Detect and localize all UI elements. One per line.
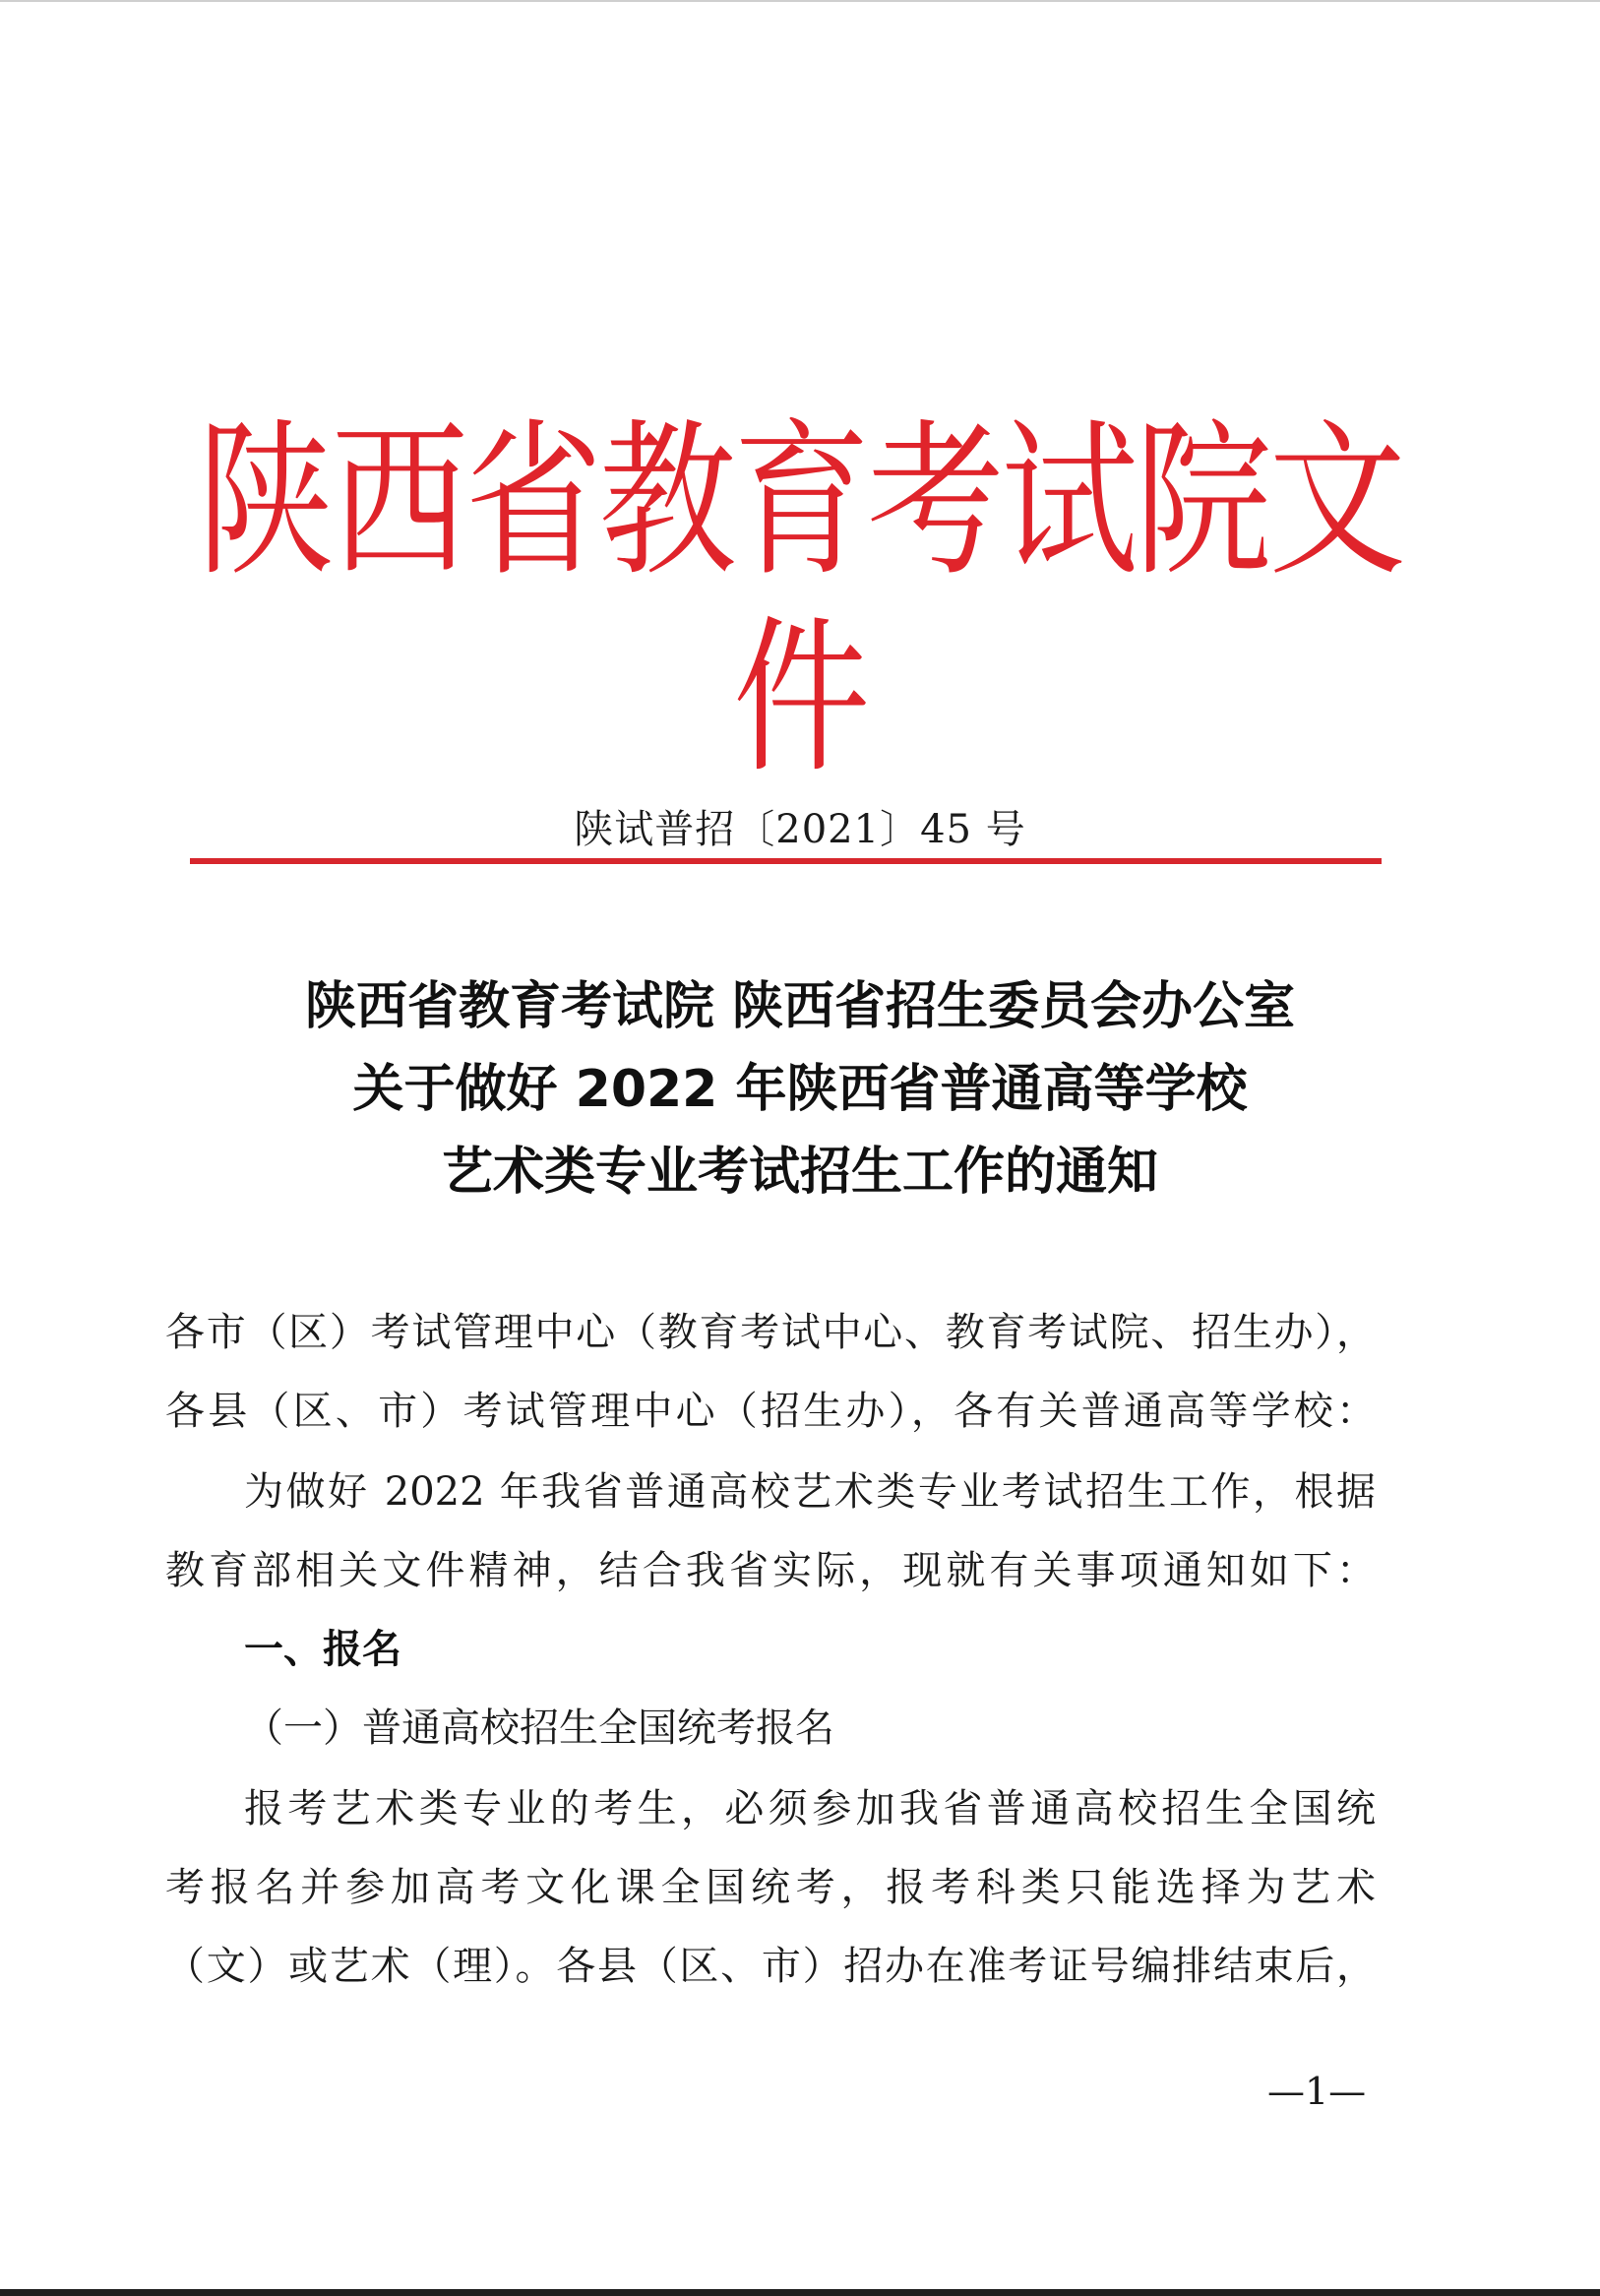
document-number: 陕试普招〔2021〕45 号 (574, 807, 1026, 852)
intro-line-2: 教育部相关文件精神，结合我省实际，现就有关事项通知如下： (165, 1548, 1376, 1593)
notice-title-line-2: 关于做好 2022 年陕西省普通高等学校 (352, 1060, 1248, 1119)
paragraph-line-1: 报考艺术类专业的考生，必须参加我省普通高校招生全国统 (244, 1786, 1376, 1831)
masthead-title: 陕西省教育考试院文件 (197, 404, 1403, 796)
recipients-line-1: 各市（区）考试管理中心（教育考试中心、教育考试院、招生办）， (165, 1310, 1376, 1355)
intro-line-1: 为做好 2022 年我省普通高校艺术类专业考试招生工作，根据 (244, 1469, 1376, 1515)
red-divider-rule (190, 858, 1382, 864)
notice-title-line-3: 艺术类专业考试招生工作的通知 (441, 1143, 1158, 1202)
scan-top-edge (0, 0, 1600, 2)
paragraph-line-3: （文）或艺术（理）。各县（区、市）招办在准考证号编排结束后， (165, 1944, 1376, 1989)
scan-bottom-edge (0, 2289, 1600, 2296)
subsection-heading-national-exam-registration: （一）普通高校招生全国统考报名 (244, 1706, 834, 1751)
recipients-line-2: 各县（区、市）考试管理中心（招生办），各有关普通高等学校： (165, 1389, 1376, 1434)
notice-title-line-1: 陕西省教育考试院 陕西省招生委员会办公室 (304, 977, 1296, 1036)
section-heading-registration: 一、报名 (244, 1627, 401, 1672)
paragraph-line-2: 考报名并参加高考文化课全国统考，报考科类只能选择为艺术 (165, 1865, 1376, 1910)
page-number: —1— (1267, 2070, 1367, 2113)
